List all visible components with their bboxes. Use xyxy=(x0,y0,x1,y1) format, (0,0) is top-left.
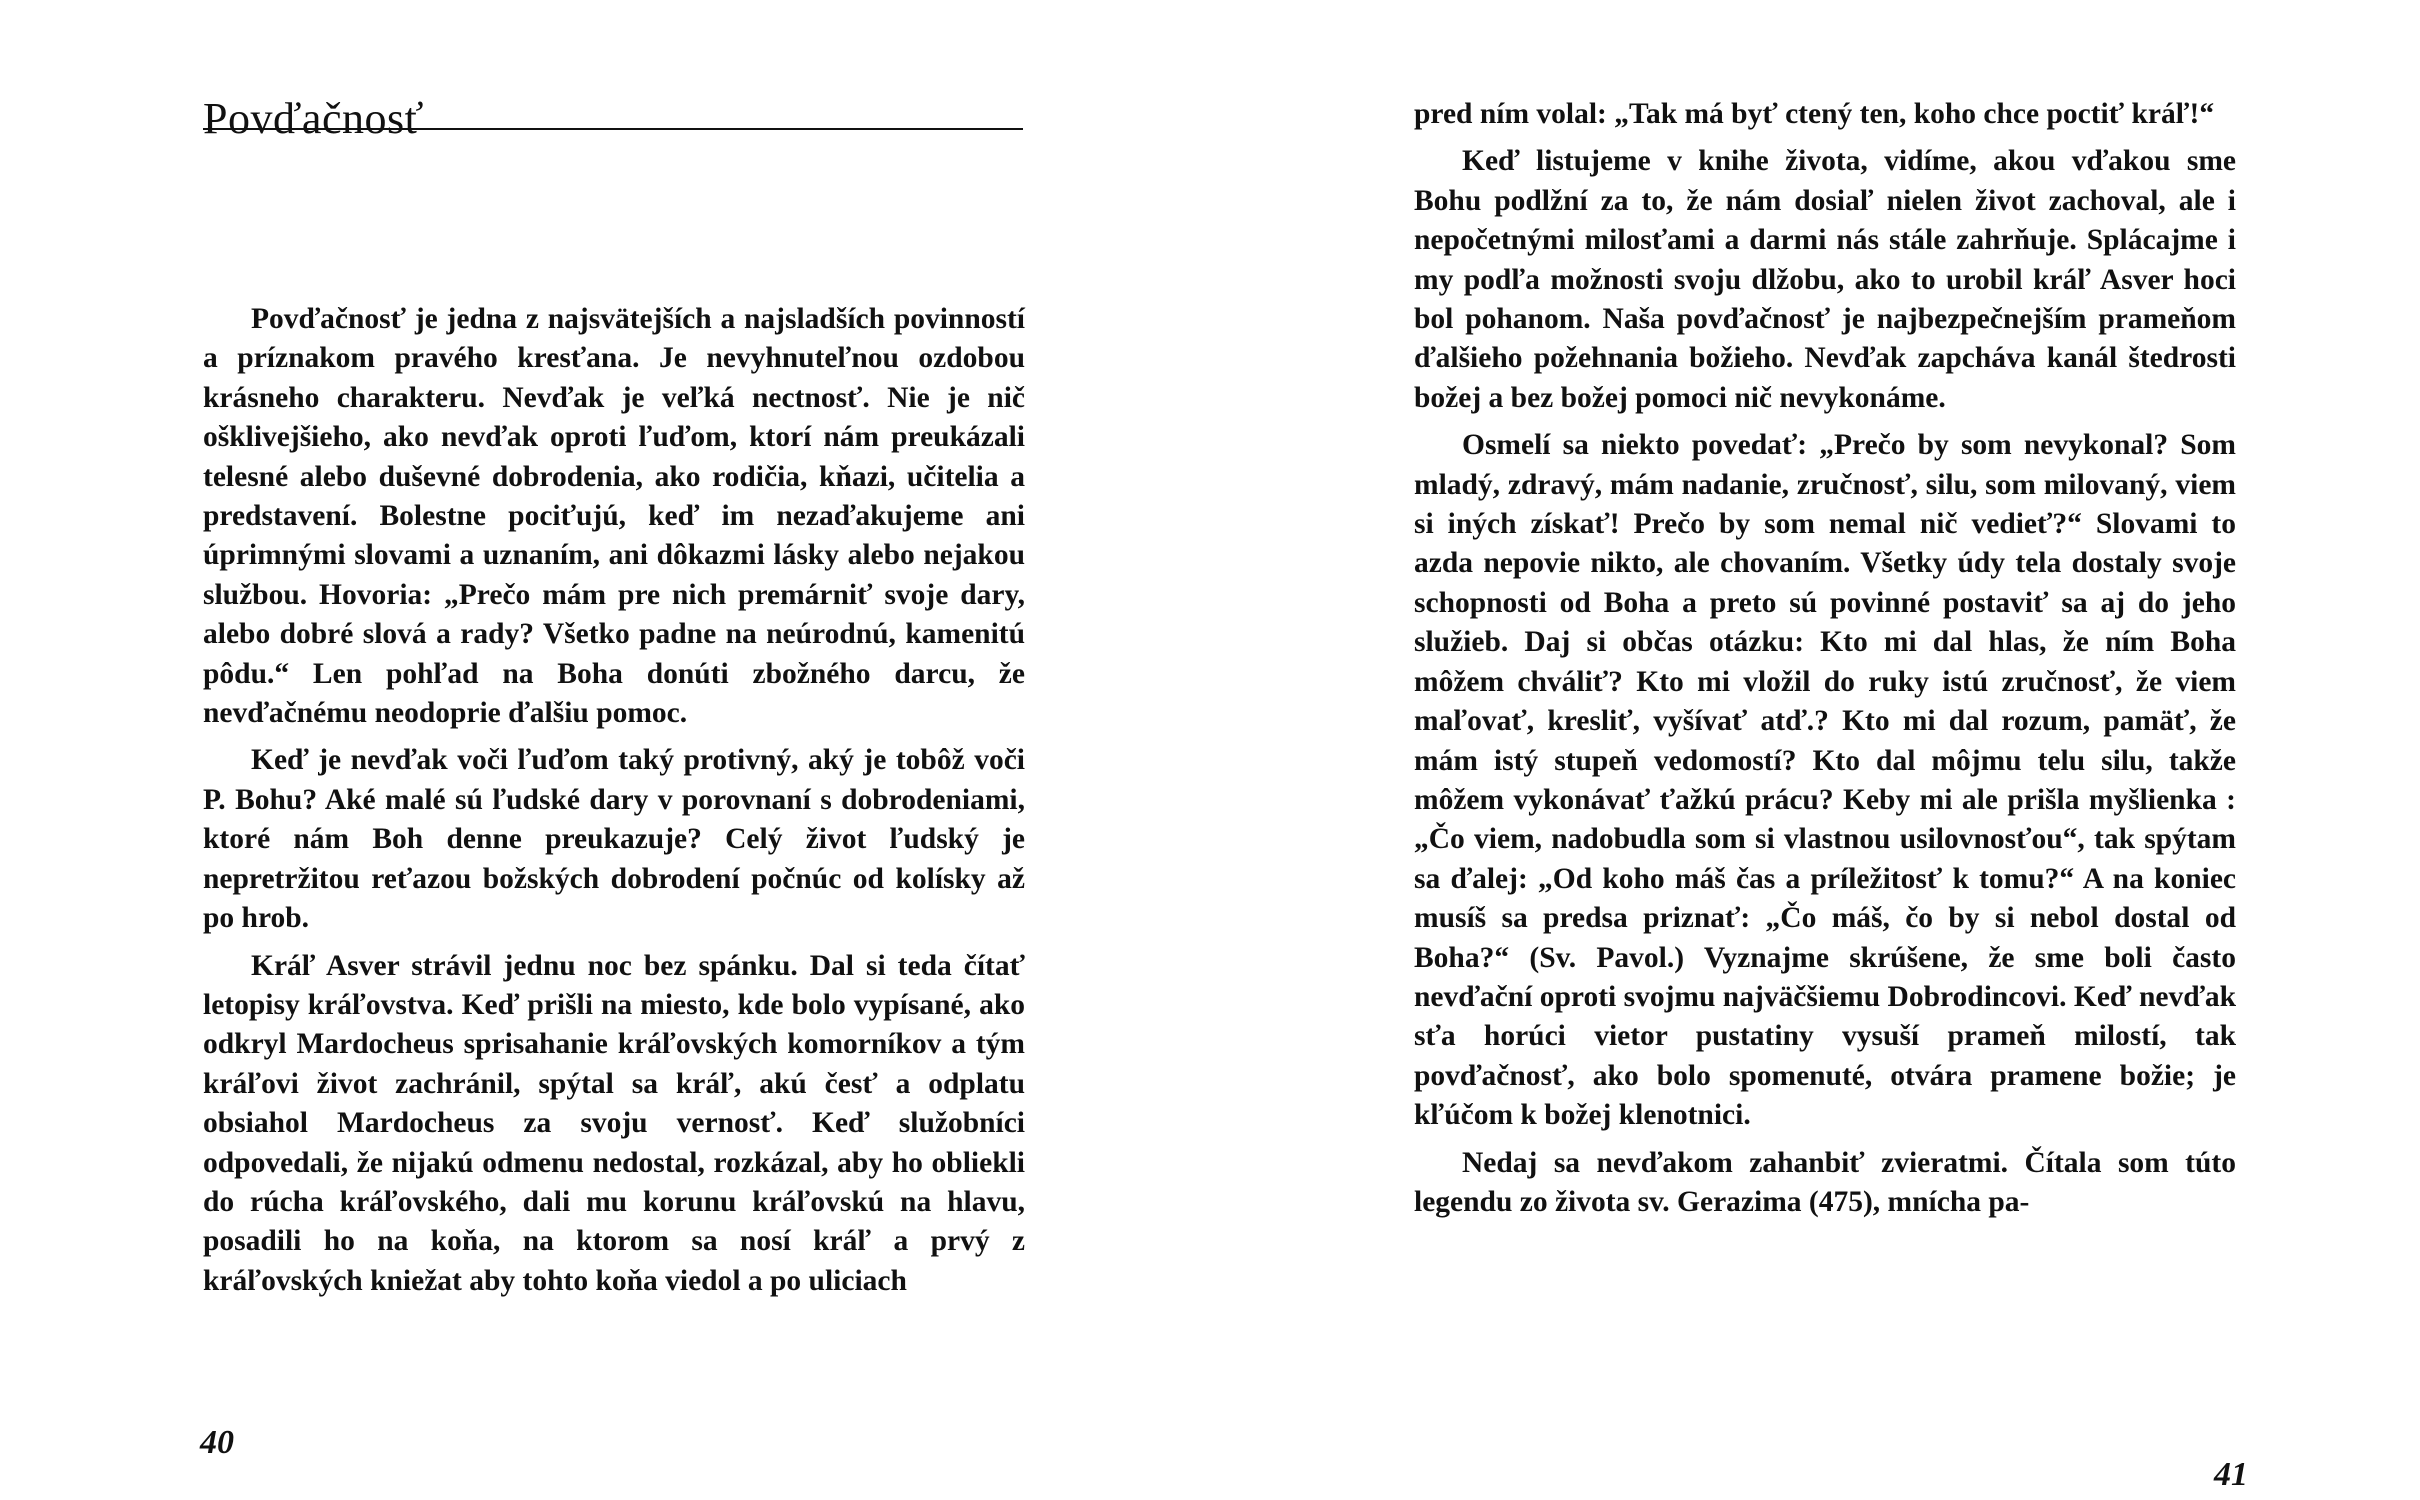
paragraph: Nedaj sa nevďakom zahanbiť zvieratmi. Čítala som túto legendu zo života sv. Gerazima (475), mnícha pa- xyxy=(1414,1146,2236,1218)
paragraph: Osmelí sa niekto povedať: „Prečo by som nevykonal? Som mladý, zdravý, mám nadanie, zručnosť, silu, som milovaný, viem si iných získať! Prečo by som nemal nič vedieť?“ Slovami to azda nepovie nikto, ale chovaním. Všetky údy tela dostaly svoje schopnosti od Boha a preto sú povinné postaviť sa aj do jeho služieb. Daj si občas otázku: Kto mi dal hlas, že ním Boha môžem chváliť? Kto mi vložil do ruky istú zručnosť, že viem maľovať, kresliť, vyšívať atď.? Kto mi dal rozum, pamäť, že mám istý stupeň vedomostí? Kto dal môjmu telu silu, takže môžem vykonávať ťažkú prácu? Keby mi ale prišla myšlienka :„Čo viem, nadobudla som si vlastnou usilovnosťou“, tak spýtam sa ďalej: „Od koho máš čas a príležitosť k tomu?“ A na koniec musíš sa predsa priznať: „Čo máš, čo by si nebol dostal od Boha?“ (Sv. Pavol.) Vyznajme skrúšene, že sme boli často nevďační oproti svojmu najväčšiemu Dobrodincovi. Keď nevďak sťa horúci vietor pustatiny vysuší prameň milostí, tak povďačnosť, ako bolo spomenuté, otvára pramene božie; je kľúčom k božej klenotnici. xyxy=(1414,429,2236,1132)
page-number-right: 41 xyxy=(2214,1456,2248,1493)
paragraph: Povďačnosť je jedna z najsvätejších a najsladších povinností a príznakom pravého kresťana. Je nevyhnuteľnou ozdobou krásneho charakteru. Nevďak je veľká nectnosť. Nie je nič ošklivejšieho, ako nevďak oproti ľuďom, ktorí nám preukázali telesné alebo duševné dobrodenia, ako rodičia, kňazi, učitelia a predstavení. Bolestne pociťujú, keď im nezaďakujeme ani úprimnými slovami a uznaním, ani dôkazmi lásky alebo nejakou službou. Hovoria: „Prečo mám pre nich premárniť svoje dary, alebo dobré slová a rady? Všetko padne na neúrodnú, kamenitú pôdu.“ Len pohľad na Boha donúti zbožného darcu, že nevďačnému neodoprie ďalšiu pomoc. xyxy=(203,303,1025,730)
chapter-title: Povďačnosť xyxy=(203,94,424,144)
paragraph: Kráľ Asver strávil jednu noc bez spánku. Dal si teda čítať letopisy kráľovstva. Keď prišli na miesto, kde bolo vypísané, ako odkryl Mardocheus sprisahanie kráľovských komorníkov a tým kráľovi život zachránil, spýtal sa kráľ, akú česť a odplatu obsiahol Mardocheus za svoju vernosť. Keď služobníci odpovedali, že nijakú odmenu nedostal, rozkázal, aby ho obliekli do rúcha kráľovského, dali mu korunu kráľovskú na hlavu, posadili ho na koňa, na ktorom sa nosí kráľ a prvý z kráľovských kniežat aby tohto koňa viedol a po uliciach xyxy=(203,949,1025,1297)
right-page-text xyxy=(1414,95,2236,1230)
paragraph: Keď listujeme v knihe života, vidíme, akou vďakou sme Bohu podlžní za to, že nám dosiaľ nielen život zachoval, ale i nepočetnými milosťami a darmi nás stále zahrňuje. Splácajme i my podľa možnosti svoju dlžobu, ako to urobil kráľ Asver hoci bol pohanom. Naša povďačnosť je najbezpečnejším prameňom ďalšieho požehnania božieho. Nevďak zapcháva kanál štedrosti božej a bez božej pomoci nič nevykonáme. xyxy=(1414,145,2236,414)
page-number-left: 40 xyxy=(200,1424,234,1461)
right-page xyxy=(1210,0,2420,1500)
paragraph: pred ním volal: „Tak má byť ctený ten, koho chce poctiť kráľ!“ xyxy=(1414,98,2215,130)
paragraph: Keď je nevďak voči ľuďom taký protivný, aký je tobôž voči P. Bohu? Aké malé sú ľudské dary v porovnaní s dobrodeniami, ktoré nám Boh denne preukazuje? Celý život ľudský je nepretržitou reťazou božských dobrodení počnúc od kolísky až po hrob. xyxy=(203,744,1025,935)
title-underline xyxy=(203,128,1023,130)
left-page-text xyxy=(203,300,1025,1309)
